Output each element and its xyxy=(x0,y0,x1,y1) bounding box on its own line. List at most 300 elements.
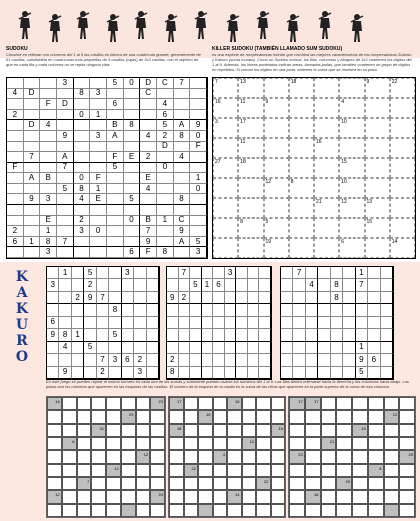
kakuro-entry-cell[interactable] xyxy=(384,464,400,477)
kakuro-entry-cell[interactable] xyxy=(213,504,228,517)
grid-cell[interactable] xyxy=(7,205,24,216)
grid-cell[interactable] xyxy=(202,367,214,379)
grid-cell[interactable] xyxy=(74,152,91,163)
grid-cell[interactable] xyxy=(202,292,214,304)
grid-cell[interactable]: 0 xyxy=(74,173,91,184)
grid-cell[interactable] xyxy=(134,279,146,291)
grid-cell[interactable] xyxy=(259,354,271,366)
kakuro-entry-cell[interactable] xyxy=(121,477,136,490)
grid-cell[interactable] xyxy=(40,142,57,153)
kakuro-entry-cell[interactable] xyxy=(150,424,165,437)
kakuro-entry-cell[interactable] xyxy=(47,437,62,450)
grid-cell[interactable] xyxy=(190,99,207,110)
grid-cell[interactable]: 1 xyxy=(202,279,214,291)
grid-cell[interactable]: 15 xyxy=(365,218,390,238)
grid-cell[interactable] xyxy=(238,198,263,218)
grid-cell[interactable] xyxy=(134,342,146,354)
grid-cell[interactable] xyxy=(381,267,393,279)
grid-cell[interactable] xyxy=(157,237,174,248)
kakuro-entry-cell[interactable] xyxy=(184,490,199,503)
grid-cell[interactable] xyxy=(213,138,238,158)
grid-cell[interactable]: D xyxy=(24,120,41,131)
grid-cell[interactable] xyxy=(47,367,59,379)
grid-cell[interactable] xyxy=(190,216,207,227)
grid-cell[interactable] xyxy=(213,354,225,366)
grid-cell[interactable] xyxy=(124,173,141,184)
grid-cell[interactable] xyxy=(179,304,191,316)
kakuro-entry-cell[interactable] xyxy=(184,397,199,410)
grid-cell[interactable] xyxy=(368,292,380,304)
grid-cell[interactable]: 2 xyxy=(167,354,179,366)
grid-cell[interactable]: 2 xyxy=(72,292,84,304)
grid-cell[interactable] xyxy=(259,329,271,341)
grid-cell[interactable]: 3 xyxy=(90,131,107,142)
grid-cell[interactable]: 9 xyxy=(264,98,289,118)
kakuro-entry-cell[interactable] xyxy=(227,424,242,437)
kakuro-panel-2[interactable] xyxy=(168,396,286,518)
kakuro-entry-cell[interactable] xyxy=(399,464,415,477)
kakuro-entry-cell[interactable] xyxy=(213,490,228,503)
grid-cell[interactable] xyxy=(140,99,157,110)
grid-cell[interactable] xyxy=(40,131,57,142)
kakuro-entry-cell[interactable] xyxy=(321,490,337,503)
grid-cell[interactable] xyxy=(368,279,380,291)
grid-cell[interactable] xyxy=(90,78,107,89)
kakuro-entry-cell[interactable] xyxy=(184,477,199,490)
grid-cell[interactable] xyxy=(59,292,71,304)
grid-cell[interactable] xyxy=(59,317,71,329)
grid-cell[interactable] xyxy=(122,367,134,379)
grid-cell[interactable] xyxy=(24,247,41,258)
grid-cell[interactable] xyxy=(236,304,248,316)
kakuro-entry-cell[interactable] xyxy=(136,437,151,450)
grid-cell[interactable] xyxy=(7,184,24,195)
grid-cell[interactable] xyxy=(289,98,314,118)
grid-cell[interactable] xyxy=(7,131,24,142)
grid-cell[interactable] xyxy=(72,267,84,279)
kakuro-entry-cell[interactable] xyxy=(91,477,106,490)
grid-cell[interactable] xyxy=(72,342,84,354)
grid-cell[interactable] xyxy=(179,354,191,366)
grid-cell[interactable]: 9 xyxy=(356,354,368,366)
grid-cell[interactable]: 9 xyxy=(140,237,157,248)
grid-cell[interactable] xyxy=(314,238,339,258)
kakuro-entry-cell[interactable] xyxy=(213,464,228,477)
grid-cell[interactable] xyxy=(293,367,305,379)
grid-cell[interactable]: 10 xyxy=(339,118,364,138)
grid-cell[interactable] xyxy=(236,367,248,379)
kakuro-entry-cell[interactable] xyxy=(77,450,92,463)
kakuro-entry-cell[interactable] xyxy=(289,504,305,517)
kakuro-entry-cell[interactable] xyxy=(368,477,384,490)
sudoku-grid[interactable] xyxy=(6,77,208,259)
grid-cell[interactable]: 19 xyxy=(264,238,289,258)
grid-cell[interactable] xyxy=(57,89,74,100)
grid-cell[interactable] xyxy=(179,342,191,354)
kakuro-entry-cell[interactable] xyxy=(169,477,184,490)
grid-cell[interactable] xyxy=(134,292,146,304)
grid-cell[interactable] xyxy=(314,178,339,198)
grid-cell[interactable]: D xyxy=(57,99,74,110)
grid-cell[interactable]: 6 xyxy=(47,317,59,329)
grid-cell[interactable]: 7 xyxy=(97,292,109,304)
grid-cell[interactable]: 9 xyxy=(84,292,96,304)
grid-cell[interactable] xyxy=(306,304,318,316)
grid-cell[interactable] xyxy=(343,292,355,304)
grid-cell[interactable] xyxy=(293,279,305,291)
grid-cell[interactable] xyxy=(157,194,174,205)
kakuro-entry-cell[interactable] xyxy=(321,464,337,477)
grid-cell[interactable] xyxy=(236,354,248,366)
grid-cell[interactable] xyxy=(293,354,305,366)
grid-cell[interactable]: 3 xyxy=(122,267,134,279)
grid-cell[interactable]: 8 xyxy=(109,304,121,316)
killer-grid[interactable] xyxy=(212,77,416,259)
grid-cell[interactable] xyxy=(57,226,74,237)
kakuro-entry-cell[interactable] xyxy=(321,450,337,463)
grid-cell[interactable] xyxy=(236,267,248,279)
grid-cell[interactable] xyxy=(225,317,237,329)
grid-cell[interactable] xyxy=(147,279,159,291)
kakuro-entry-cell[interactable] xyxy=(384,397,400,410)
grid-cell[interactable] xyxy=(365,118,390,138)
grid-cell[interactable]: 5 xyxy=(157,120,174,131)
grid-cell[interactable] xyxy=(259,342,271,354)
grid-cell[interactable] xyxy=(107,194,124,205)
grid-cell[interactable] xyxy=(365,98,390,118)
grid-cell[interactable] xyxy=(343,329,355,341)
grid-cell[interactable]: 1 xyxy=(356,342,368,354)
grid-cell[interactable]: 6 xyxy=(122,354,134,366)
grid-cell[interactable] xyxy=(74,205,91,216)
grid-cell[interactable]: 5 xyxy=(356,367,368,379)
grid-cell[interactable]: 18 xyxy=(238,158,263,178)
grid-cell[interactable] xyxy=(343,354,355,366)
grid-cell[interactable] xyxy=(289,218,314,238)
grid-cell[interactable] xyxy=(259,317,271,329)
grid-cell[interactable]: 2 xyxy=(157,131,174,142)
grid-cell[interactable] xyxy=(90,163,107,174)
grid-cell[interactable] xyxy=(47,304,59,316)
grid-cell[interactable] xyxy=(368,329,380,341)
grid-cell[interactable]: 1 xyxy=(24,237,41,248)
grid-cell[interactable]: 9 xyxy=(190,120,207,131)
kakuro-entry-cell[interactable] xyxy=(169,490,184,503)
grid-cell[interactable] xyxy=(306,317,318,329)
kakuro-entry-cell[interactable] xyxy=(91,504,106,517)
kakuro-entry-cell[interactable] xyxy=(336,410,352,423)
grid-cell[interactable] xyxy=(281,267,293,279)
grid-cell[interactable]: 5 xyxy=(264,218,289,238)
grid-cell[interactable]: 3 xyxy=(40,247,57,258)
grid-cell[interactable] xyxy=(179,317,191,329)
grid-cell[interactable] xyxy=(248,304,260,316)
grid-cell[interactable] xyxy=(343,342,355,354)
grid-cell[interactable]: 8 xyxy=(167,367,179,379)
kakuro-entry-cell[interactable] xyxy=(198,397,213,410)
kakuro-entry-cell[interactable] xyxy=(336,464,352,477)
kakuro-entry-cell[interactable] xyxy=(184,410,199,423)
grid-cell[interactable] xyxy=(57,120,74,131)
grid-cell[interactable] xyxy=(147,329,159,341)
grid-cell[interactable] xyxy=(306,354,318,366)
kakuro-entry-cell[interactable] xyxy=(256,450,271,463)
kakuro-entry-cell[interactable] xyxy=(256,424,271,437)
grid-cell[interactable] xyxy=(213,342,225,354)
grid-cell[interactable]: 4 xyxy=(59,342,71,354)
grid-cell[interactable]: C xyxy=(140,89,157,100)
kakuro-entry-cell[interactable] xyxy=(399,490,415,503)
grid-cell[interactable] xyxy=(72,367,84,379)
kakuro-entry-cell[interactable] xyxy=(106,450,121,463)
grid-cell[interactable]: 13 xyxy=(238,78,263,98)
grid-cell[interactable] xyxy=(97,329,109,341)
grid-cell[interactable]: 4 xyxy=(7,89,24,100)
grid-cell[interactable] xyxy=(213,198,238,218)
grid-cell[interactable]: D xyxy=(157,142,174,153)
grid-cell[interactable] xyxy=(264,158,289,178)
samurai-grid-3[interactable] xyxy=(280,266,394,380)
kakuro-entry-cell[interactable] xyxy=(150,477,165,490)
kakuro-entry-cell[interactable] xyxy=(213,477,228,490)
kakuro-entry-cell[interactable] xyxy=(336,490,352,503)
grid-cell[interactable]: 8 xyxy=(331,292,343,304)
grid-cell[interactable]: 6 xyxy=(157,110,174,121)
grid-cell[interactable] xyxy=(122,279,134,291)
grid-cell[interactable]: 4 xyxy=(140,184,157,195)
grid-cell[interactable]: 7 xyxy=(356,279,368,291)
kakuro-entry-cell[interactable] xyxy=(77,490,92,503)
grid-cell[interactable] xyxy=(190,89,207,100)
grid-cell[interactable] xyxy=(343,317,355,329)
grid-cell[interactable] xyxy=(306,367,318,379)
grid-cell[interactable]: 15 xyxy=(339,158,364,178)
grid-cell[interactable]: E xyxy=(140,173,157,184)
grid-cell[interactable]: 6 xyxy=(107,99,124,110)
grid-cell[interactable] xyxy=(24,142,41,153)
kakuro-entry-cell[interactable] xyxy=(256,490,271,503)
grid-cell[interactable] xyxy=(72,279,84,291)
grid-cell[interactable] xyxy=(124,226,141,237)
kakuro-entry-cell[interactable] xyxy=(150,437,165,450)
grid-cell[interactable] xyxy=(122,292,134,304)
grid-cell[interactable]: 8 xyxy=(157,247,174,258)
grid-cell[interactable] xyxy=(97,304,109,316)
grid-cell[interactable]: 3 xyxy=(225,267,237,279)
grid-cell[interactable] xyxy=(264,198,289,218)
grid-cell[interactable]: 9 xyxy=(24,194,41,205)
grid-cell[interactable] xyxy=(122,317,134,329)
grid-cell[interactable] xyxy=(225,329,237,341)
grid-cell[interactable] xyxy=(124,163,141,174)
grid-cell[interactable] xyxy=(57,142,74,153)
grid-cell[interactable] xyxy=(213,267,225,279)
grid-cell[interactable]: D xyxy=(140,78,157,89)
grid-cell[interactable] xyxy=(343,367,355,379)
grid-cell[interactable]: 5 xyxy=(84,342,96,354)
grid-cell[interactable] xyxy=(179,329,191,341)
grid-cell[interactable] xyxy=(57,205,74,216)
grid-cell[interactable] xyxy=(368,304,380,316)
grid-cell[interactable]: 8 xyxy=(174,131,191,142)
grid-cell[interactable] xyxy=(109,342,121,354)
grid-cell[interactable] xyxy=(368,317,380,329)
grid-cell[interactable] xyxy=(40,110,57,121)
grid-cell[interactable] xyxy=(140,120,157,131)
kakuro-entry-cell[interactable] xyxy=(91,437,106,450)
grid-cell[interactable]: 3 xyxy=(74,226,91,237)
grid-cell[interactable] xyxy=(7,152,24,163)
grid-cell[interactable]: 0 xyxy=(157,163,174,174)
kakuro-entry-cell[interactable] xyxy=(184,450,199,463)
kakuro-entry-cell[interactable] xyxy=(91,450,106,463)
grid-cell[interactable] xyxy=(314,218,339,238)
grid-cell[interactable] xyxy=(74,142,91,153)
grid-cell[interactable] xyxy=(190,267,202,279)
kakuro-entry-cell[interactable] xyxy=(121,450,136,463)
grid-cell[interactable] xyxy=(225,304,237,316)
grid-cell[interactable]: 0 xyxy=(190,131,207,142)
grid-cell[interactable] xyxy=(157,173,174,184)
grid-cell[interactable]: 4 xyxy=(339,98,364,118)
grid-cell[interactable] xyxy=(213,178,238,198)
grid-cell[interactable]: 2 xyxy=(134,354,146,366)
kakuro-entry-cell[interactable] xyxy=(256,504,271,517)
grid-cell[interactable] xyxy=(225,354,237,366)
grid-cell[interactable]: 14 xyxy=(390,238,415,258)
grid-cell[interactable] xyxy=(281,292,293,304)
grid-cell[interactable] xyxy=(289,158,314,178)
kakuro-entry-cell[interactable] xyxy=(213,397,228,410)
grid-cell[interactable] xyxy=(40,184,57,195)
grid-cell[interactable]: 0 xyxy=(124,78,141,89)
grid-cell[interactable] xyxy=(74,120,91,131)
kakuro-entry-cell[interactable] xyxy=(136,477,151,490)
kakuro-entry-cell[interactable] xyxy=(289,410,305,423)
grid-cell[interactable] xyxy=(7,173,24,184)
kakuro-entry-cell[interactable] xyxy=(321,410,337,423)
grid-cell[interactable] xyxy=(90,142,107,153)
samurai-grid-2[interactable] xyxy=(166,266,272,380)
grid-cell[interactable] xyxy=(57,216,74,227)
kakuro-entry-cell[interactable] xyxy=(91,410,106,423)
grid-cell[interactable] xyxy=(97,279,109,291)
kakuro-entry-cell[interactable] xyxy=(77,410,92,423)
kakuro-entry-cell[interactable] xyxy=(198,490,213,503)
grid-cell[interactable] xyxy=(248,342,260,354)
grid-cell[interactable] xyxy=(381,292,393,304)
kakuro-entry-cell[interactable] xyxy=(271,504,286,517)
grid-cell[interactable] xyxy=(339,138,364,158)
grid-cell[interactable] xyxy=(84,354,96,366)
grid-cell[interactable] xyxy=(107,89,124,100)
grid-cell[interactable] xyxy=(190,194,207,205)
grid-cell[interactable]: 1 xyxy=(59,267,71,279)
grid-cell[interactable] xyxy=(24,226,41,237)
kakuro-entry-cell[interactable] xyxy=(62,464,77,477)
grid-cell[interactable] xyxy=(248,367,260,379)
grid-cell[interactable]: 5 xyxy=(107,78,124,89)
grid-cell[interactable]: A xyxy=(174,120,191,131)
grid-cell[interactable] xyxy=(134,304,146,316)
grid-cell[interactable] xyxy=(24,163,41,174)
kakuro-entry-cell[interactable] xyxy=(169,504,184,517)
samurai-grid-1[interactable] xyxy=(46,266,160,380)
kakuro-entry-cell[interactable] xyxy=(352,450,368,463)
grid-cell[interactable] xyxy=(314,118,339,138)
grid-cell[interactable] xyxy=(390,138,415,158)
kakuro-entry-cell[interactable] xyxy=(62,450,77,463)
kakuro-entry-cell[interactable] xyxy=(384,477,400,490)
kakuro-entry-cell[interactable] xyxy=(184,437,199,450)
grid-cell[interactable] xyxy=(157,89,174,100)
grid-cell[interactable]: 8 xyxy=(174,194,191,205)
grid-cell[interactable]: 2 xyxy=(74,216,91,227)
kakuro-entry-cell[interactable] xyxy=(136,424,151,437)
grid-cell[interactable] xyxy=(124,110,141,121)
kakuro-entry-cell[interactable] xyxy=(352,437,368,450)
grid-cell[interactable]: 3 xyxy=(190,247,207,258)
grid-cell[interactable] xyxy=(318,279,330,291)
grid-cell[interactable]: 13 xyxy=(365,198,390,218)
grid-cell[interactable] xyxy=(7,99,24,110)
grid-cell[interactable] xyxy=(381,342,393,354)
kakuro-entry-cell[interactable] xyxy=(213,410,228,423)
grid-cell[interactable] xyxy=(97,267,109,279)
kakuro-entry-cell[interactable] xyxy=(106,477,121,490)
kakuro-entry-cell[interactable] xyxy=(227,437,242,450)
grid-cell[interactable] xyxy=(318,367,330,379)
kakuro-entry-cell[interactable] xyxy=(352,490,368,503)
grid-cell[interactable]: 6 xyxy=(213,279,225,291)
grid-cell[interactable] xyxy=(72,354,84,366)
grid-cell[interactable] xyxy=(225,367,237,379)
kakuro-entry-cell[interactable] xyxy=(106,437,121,450)
grid-cell[interactable] xyxy=(140,163,157,174)
grid-cell[interactable] xyxy=(248,279,260,291)
kakuro-entry-cell[interactable] xyxy=(289,464,305,477)
kakuro-entry-cell[interactable] xyxy=(227,477,242,490)
grid-cell[interactable] xyxy=(90,99,107,110)
grid-cell[interactable] xyxy=(331,267,343,279)
grid-cell[interactable]: 5 xyxy=(124,194,141,205)
grid-cell[interactable] xyxy=(109,367,121,379)
kakuro-entry-cell[interactable] xyxy=(77,424,92,437)
kakuro-entry-cell[interactable] xyxy=(62,490,77,503)
grid-cell[interactable] xyxy=(59,304,71,316)
grid-cell[interactable] xyxy=(40,205,57,216)
grid-cell[interactable] xyxy=(236,279,248,291)
grid-cell[interactable]: 8 xyxy=(59,329,71,341)
kakuro-entry-cell[interactable] xyxy=(106,490,121,503)
grid-cell[interactable] xyxy=(97,317,109,329)
grid-cell[interactable] xyxy=(190,292,202,304)
grid-cell[interactable] xyxy=(381,367,393,379)
grid-cell[interactable]: 5 xyxy=(190,279,202,291)
grid-cell[interactable] xyxy=(109,279,121,291)
grid-cell[interactable] xyxy=(124,205,141,216)
kakuro-entry-cell[interactable] xyxy=(368,424,384,437)
grid-cell[interactable]: F xyxy=(40,99,57,110)
kakuro-entry-cell[interactable] xyxy=(399,477,415,490)
grid-cell[interactable]: 3 xyxy=(90,89,107,100)
grid-cell[interactable]: 7 xyxy=(213,78,238,98)
grid-cell[interactable]: A xyxy=(24,173,41,184)
grid-cell[interactable] xyxy=(390,218,415,238)
grid-cell[interactable]: 16 xyxy=(314,138,339,158)
grid-cell[interactable] xyxy=(190,205,207,216)
kakuro-entry-cell[interactable] xyxy=(169,410,184,423)
